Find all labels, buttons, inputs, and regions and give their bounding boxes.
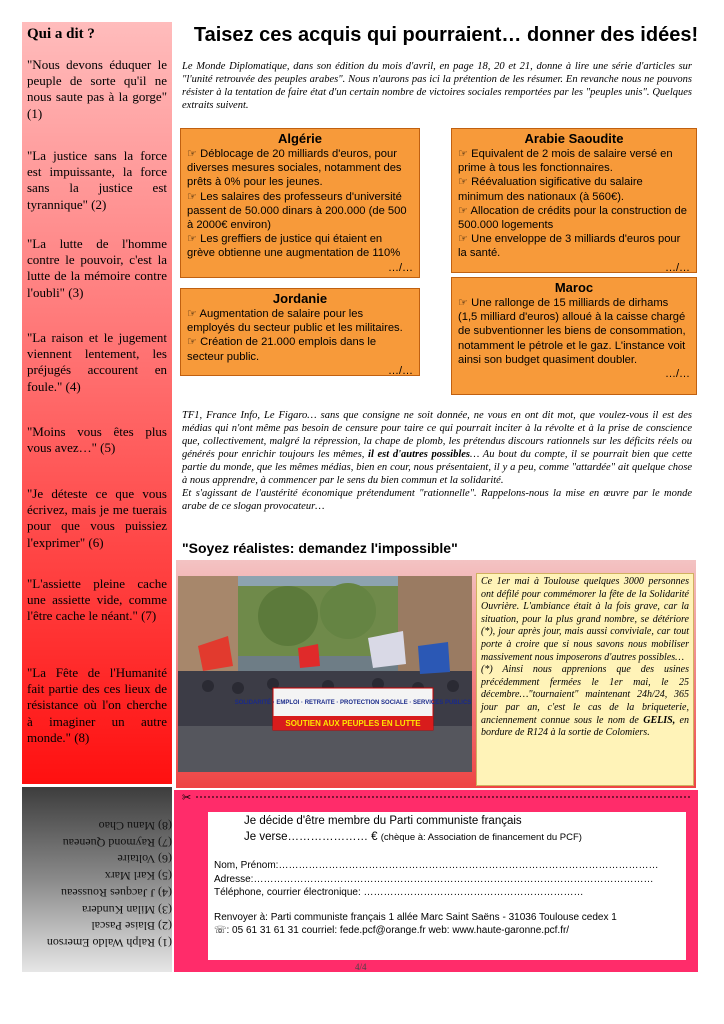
body-part-3: Et s'agissant de l'austérité économique prétendument "rationnelle". Rappelons-nous la mise en œuvre par le monde arabe de ce slogan provocateur… bbox=[182, 488, 692, 512]
authors-list bbox=[30, 806, 172, 951]
author-8: (8) Manu Chao bbox=[98, 819, 172, 834]
story-gelis: GELIS, bbox=[643, 714, 676, 726]
body-part-2: … Au bout du compte, il se pourrait bien que cette partie du monde, que les mêmes médias, bien en cour, nous présentaient, il y a peu, comme "attardée" ait quelque chose à nous apprendre, à commencer par le sens du bien commun et la solidarité. bbox=[182, 449, 692, 486]
author-2: (2) Blaise Pascal bbox=[91, 919, 172, 934]
box-algerie-item: ☞ Les greffiers de justice qui étaient en grève obtienne une augmentation de 110% bbox=[187, 233, 401, 260]
box-arabie-item: ☞ Réévaluation sigificative du salaire minimum des nationaux (à 560€). bbox=[458, 176, 643, 203]
demonstration-photo-illustration bbox=[178, 576, 472, 772]
box-algerie-title: Algérie bbox=[277, 131, 323, 146]
box-maroc bbox=[451, 277, 697, 395]
story-part-3: en bordure de R124 à la sortie de Colomiers. bbox=[481, 714, 689, 739]
box-algerie-more: …/… bbox=[387, 261, 413, 274]
form-name-field[interactable]: Nom, Prénom:…………………………………………………………………………………………………… bbox=[214, 860, 659, 871]
form-return-address: Renvoyer à: Parti communiste français 1 allée Marc Saint Saëns - 31036 Toulouse cedex 1 bbox=[214, 912, 617, 923]
box-algerie-item: ☞ Déblocage de 20 milliards d'euros, pour diverses mesures sociales, notamment des prêts à 0% pour les jeunes. bbox=[187, 148, 402, 189]
sidebar-title: Qui a dit ? bbox=[27, 26, 95, 42]
box-maroc-more: …/… bbox=[664, 368, 690, 381]
photo-banner-bottom: SOUTIEN AUX PEUPLES EN LUTTE bbox=[285, 719, 421, 728]
quote-8: "La Fête de l'Humanité fait partie des ces lieux de résistance où l'on cherche à imaginer un autre monde." (8) bbox=[27, 665, 167, 745]
form-contact-info: ☏: 05 61 31 61 31 courriel: fede.pcf@orange.fr web: www.haute-garonne.pcf.fr/ bbox=[214, 925, 570, 936]
quote-1: "Nous devons éduquer le peuple de sorte qu'il ne nous saute pas à la gorge" (1) bbox=[27, 57, 167, 121]
quote-5: "Moins vous êtes plus vous avez…" (5) bbox=[27, 424, 167, 456]
form-member-line: Je décide d'être membre du Parti communiste français bbox=[244, 815, 522, 827]
photo-banner-top: SOLIDARITÉ · EMPLOI · RETRAITE · PROTECTION SOCIALE · SERVICES PUBLICS bbox=[234, 700, 472, 706]
story-part-2: (*) Ainsi nous apprenions que des usines précédemment fermées le 1er mai, le 25 décembre…"tournaient" maintenant 24h/24, 365 jour par an, c'est le cas de la briqueterie, anciennement connue sous le nom de bbox=[481, 664, 689, 726]
quote-3: "La lutte de l'homme contre le pouvoir, c'est la lutte de la mémoire contre l'oubli" (3) bbox=[27, 236, 167, 300]
form-payment-note: (chèque à: Association de financement du PCF) bbox=[380, 832, 582, 843]
scissors-icon: ✂ bbox=[182, 792, 192, 802]
article-body bbox=[182, 409, 692, 513]
box-maroc-item: ☞ Une rallonge de 15 milliards de dirhams (1,5 milliard d'euros) alloué à la caisse chargé de subventionner les biens de consommation, notamment le pétrole et le gaz. L'instance voit ainsi son budget quasiment doubler. bbox=[458, 297, 686, 366]
box-algerie bbox=[180, 128, 420, 278]
page-number: 4/4 bbox=[355, 962, 367, 972]
article-title: Taisez ces acquis qui pourraient… donner des idées! bbox=[193, 24, 699, 46]
article-intro: Le Monde Diplomatique, dans son édition du mois d'avril, en page 18, 20 et 21, donne à lire une série d'articles sur "l'unité retrouvée des peuples arabes". Nous n'aurons pas ici la prétention de les résumer. En revanche nous ne pouvons résister à la tentation de faire état d'un certain nombre de victoires sociales remportées par les "peuples unis". Quelques extraits suivent. bbox=[182, 61, 692, 111]
author-7: (7) Raymond Queneau bbox=[62, 835, 172, 850]
story-part-1: Ce 1er mai à Toulouse quelques 3000 personnes ont défilé pour commémorer la fête de la Solidarité Ouvrière. L'ambiance était à la fois grave, car la situation, pour la plus grand nombre, se détériore (*), jour après jour, mais aussi conviviale, car tout porte à croire que si nous savons nous mobiliser massivement nous imposerons d'autres possibles… bbox=[481, 576, 689, 663]
author-3: (3) Milan Kundera bbox=[82, 902, 172, 917]
form-payment-line bbox=[244, 831, 582, 844]
form-address-field[interactable]: Adresse:………………………………………………………………………………………………………… bbox=[214, 874, 654, 885]
body-bold: il est d'autres possibles bbox=[368, 449, 470, 460]
box-arabie-title: Arabie Saoudite bbox=[524, 131, 624, 146]
body-part-1: TF1, France Info, Le Figaro… sans que consigne ne soit donnée, ne vous en ont dit mot, que voulez-vous il est des médias qui n'ont même pas besoin de censure pour taire ce qui pourrait inciter à la révolte et à la prise de conscience que, collectivement, malgré la répression, la chape de plomb, les prétendus discours rationnels sur les déficits réels ou générés pour enrichir toujours les mêmes, bbox=[182, 410, 692, 460]
box-arabie-more: …/… bbox=[664, 261, 690, 274]
box-arabie-item: ☞ Equivalent de 2 mois de salaire versé en prime à tous les fonctionnaires. bbox=[458, 148, 673, 175]
slogan-heading: "Soyez réalistes: demandez l'impossible" bbox=[182, 540, 458, 556]
author-1: (1) Ralph Waldo Emerson bbox=[46, 936, 172, 950]
box-arabie-saoudite bbox=[451, 128, 697, 273]
form-amount[interactable]: Je verse………………… € bbox=[244, 831, 378, 843]
box-maroc-title: Maroc bbox=[554, 280, 594, 295]
may-day-story bbox=[476, 573, 694, 786]
box-arabie-item: ☞ Allocation de crédits pour la construction de 500.000 logements bbox=[458, 204, 687, 232]
author-5: (5) Karl Marx bbox=[104, 869, 172, 884]
box-jordanie-title: Jordanie bbox=[272, 291, 328, 306]
box-jordanie bbox=[180, 288, 420, 376]
box-jordanie-item: ☞ Augmentation de salaire pour les employés du secteur public et les militaires. bbox=[187, 308, 403, 335]
form-contact-field[interactable]: Téléphone, courrier électronique: ………………………………………………………… bbox=[214, 887, 584, 898]
scissors-cut-line bbox=[182, 792, 694, 802]
author-6: (6) Voltaire bbox=[117, 852, 172, 867]
box-jordanie-more: …/… bbox=[387, 364, 413, 377]
quote-7: "L'assiette pleine cache une assiette vide, comme l'être cache le néant." (7) bbox=[27, 576, 167, 624]
quote-2: "La justice sans la force est impuissante, la force sans la justice est tyrannique" (2) bbox=[27, 148, 167, 212]
quote-4: "La raison et le jugement viennent lentement, les préjugés accourent en foule." (4) bbox=[27, 330, 167, 394]
quote-6: "Je déteste ce que vous écrivez, mais je me tuerais pour que vous puissiez l'exprimer" (6) bbox=[27, 486, 167, 550]
box-jordanie-item: ☞ Création de 21.000 emplois dans le secteur public. bbox=[187, 336, 377, 363]
demonstration-photo bbox=[178, 576, 472, 772]
box-arabie-item: ☞ Une enveloppe de 3 milliards d'euros pour la santé. bbox=[458, 233, 681, 260]
box-algerie-item: ☞ Les salaires des professeurs d'université passent de 50.000 dinars à 200.000 (de 500 à 2000€ environ) bbox=[187, 190, 407, 232]
author-4: (4) J Jacques Rousseau bbox=[61, 885, 172, 900]
